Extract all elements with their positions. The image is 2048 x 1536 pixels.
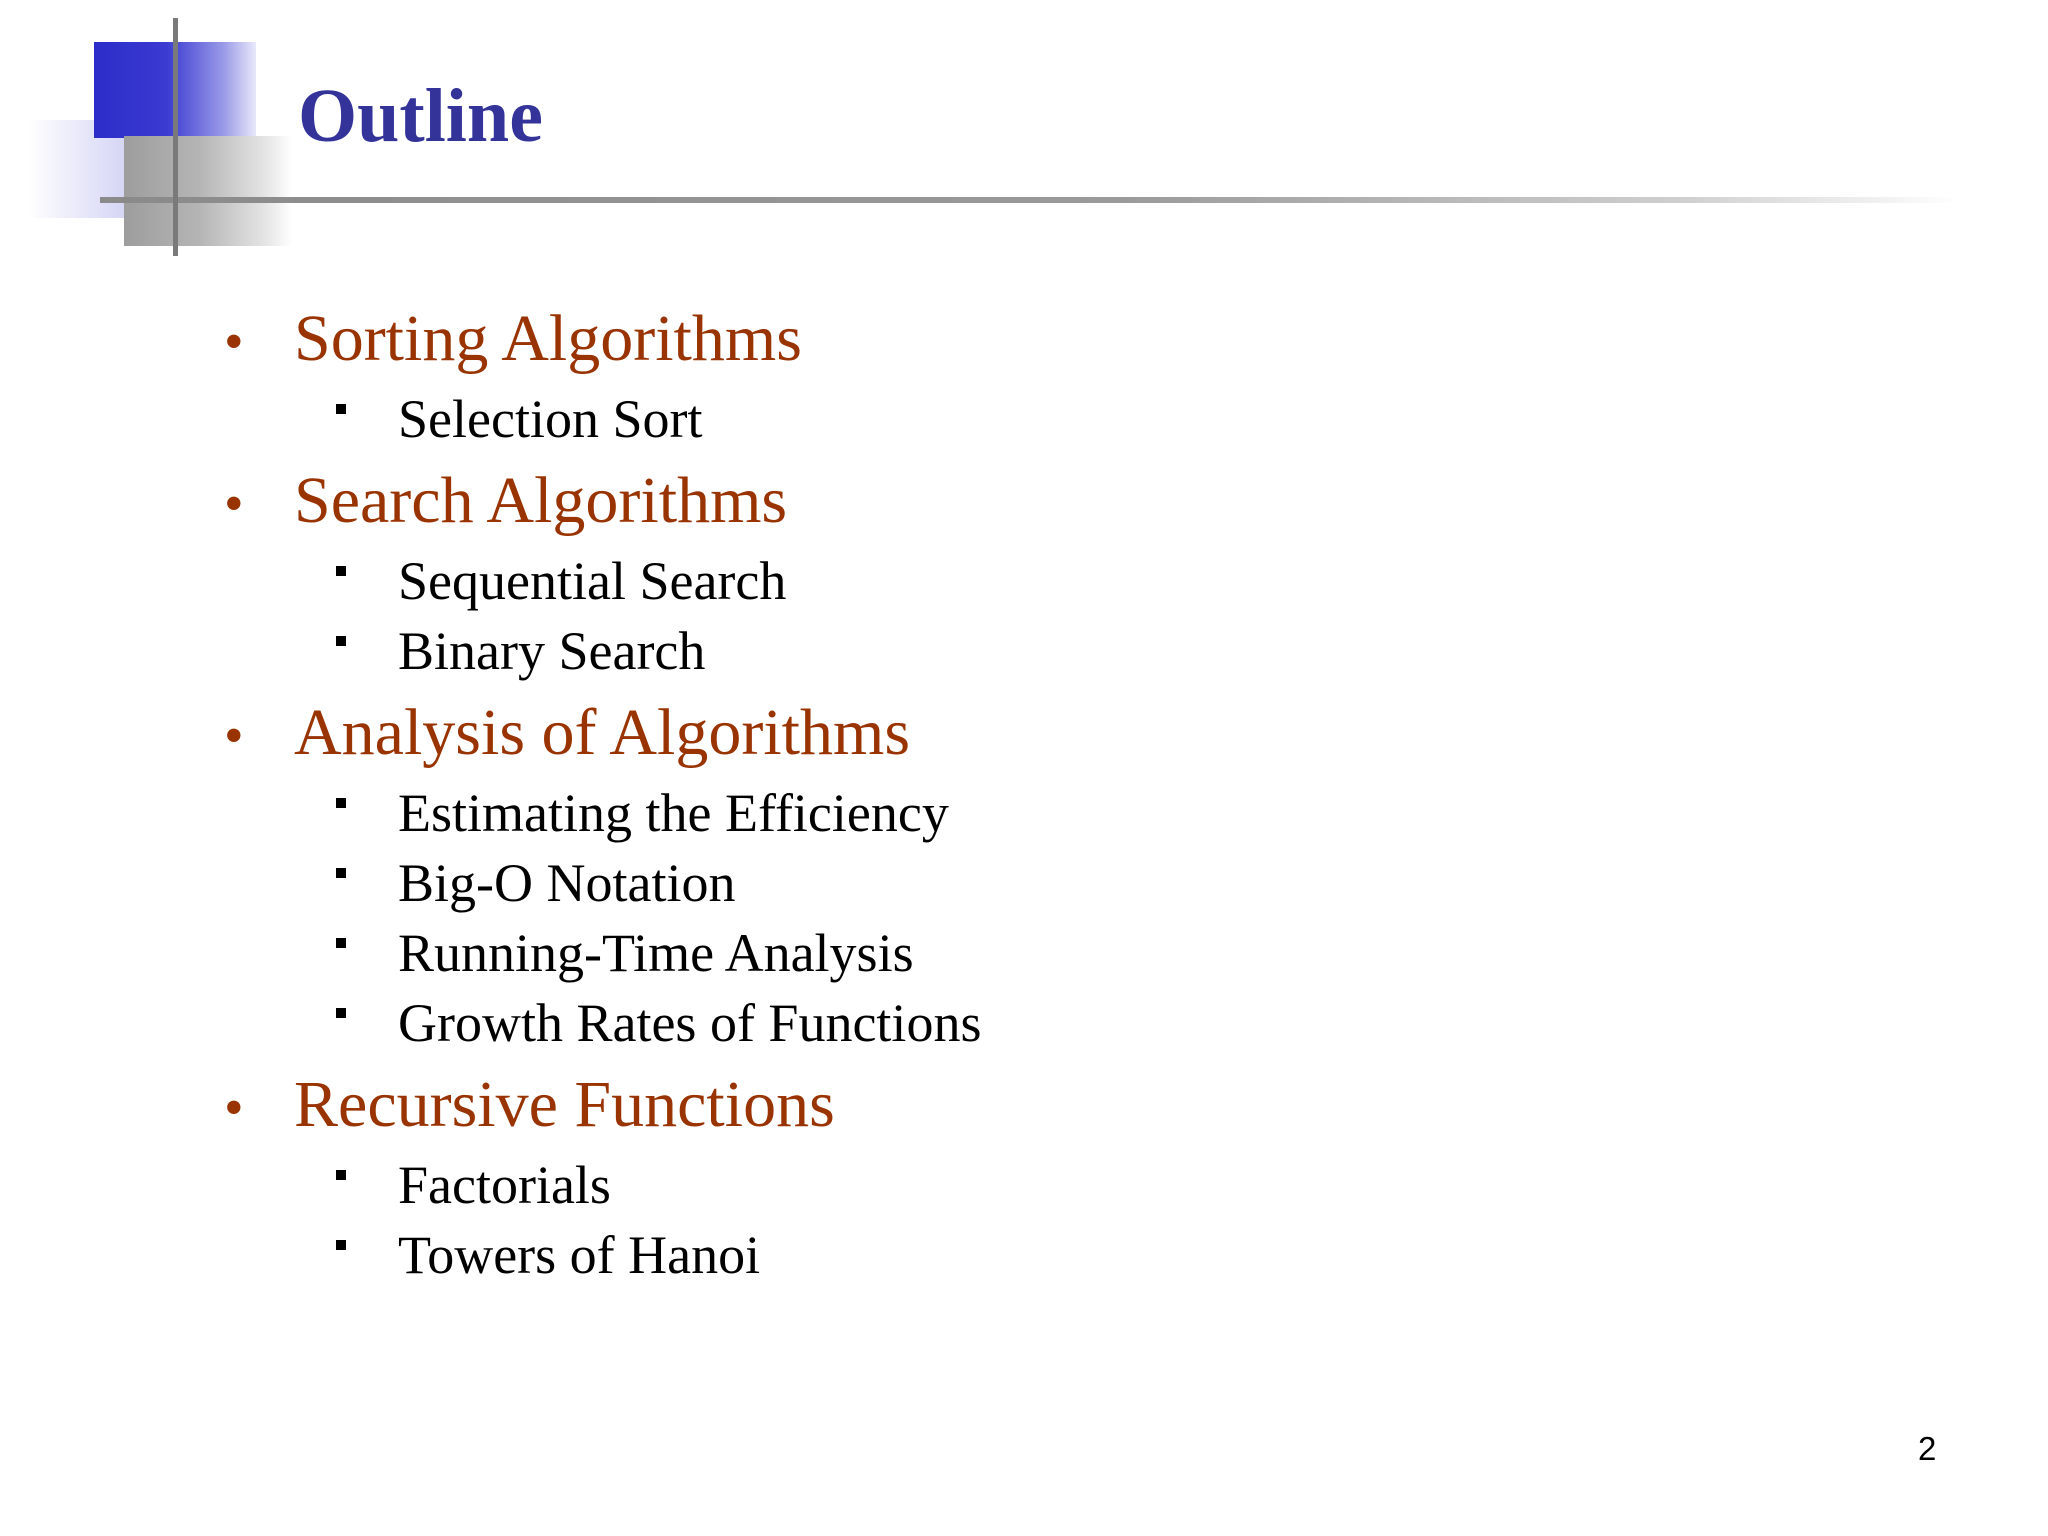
bullet-square-icon xyxy=(336,566,346,576)
topic-label: Sorting Algorithms xyxy=(294,302,802,375)
subtopic-label: Running-Time Analysis xyxy=(398,923,914,983)
header-divider-line xyxy=(100,197,1960,203)
subtopic-label: Factorials xyxy=(398,1155,611,1215)
subtopic-label: Sequential Search xyxy=(398,551,787,611)
bullet-square-icon xyxy=(336,404,346,414)
bullet-dot-icon: • xyxy=(224,473,244,535)
subtopic-label: Growth Rates of Functions xyxy=(398,993,982,1053)
topic-label: Analysis of Algorithms xyxy=(294,696,911,769)
bullet-dot-icon: • xyxy=(224,705,244,767)
subtopic-label: Big-O Notation xyxy=(398,853,736,913)
bullet-square-icon xyxy=(336,868,346,878)
header-vertical-line xyxy=(173,18,178,256)
topic-label: Search Algorithms xyxy=(294,464,788,537)
bullet-dot-icon: • xyxy=(224,311,244,373)
bullet-dot-icon: • xyxy=(224,1077,244,1139)
subtopic-label: Binary Search xyxy=(398,621,706,681)
page-number: 2 xyxy=(1918,1430,1937,1467)
bullet-square-icon xyxy=(336,798,346,808)
subtopic-label: Towers of Hanoi xyxy=(398,1225,761,1285)
bullet-square-icon xyxy=(336,938,346,948)
bullet-square-icon xyxy=(336,1170,346,1180)
subtopic-label: Selection Sort xyxy=(398,389,703,449)
bullet-square-icon xyxy=(336,636,346,646)
header-decoration-gray-square xyxy=(124,136,292,246)
subtopic-label: Estimating the Efficiency xyxy=(398,783,949,843)
bullet-square-icon xyxy=(336,1240,346,1250)
topic-label: Recursive Functions xyxy=(294,1068,835,1141)
bullet-square-icon xyxy=(336,1008,346,1018)
slide-title: Outline xyxy=(298,74,543,158)
